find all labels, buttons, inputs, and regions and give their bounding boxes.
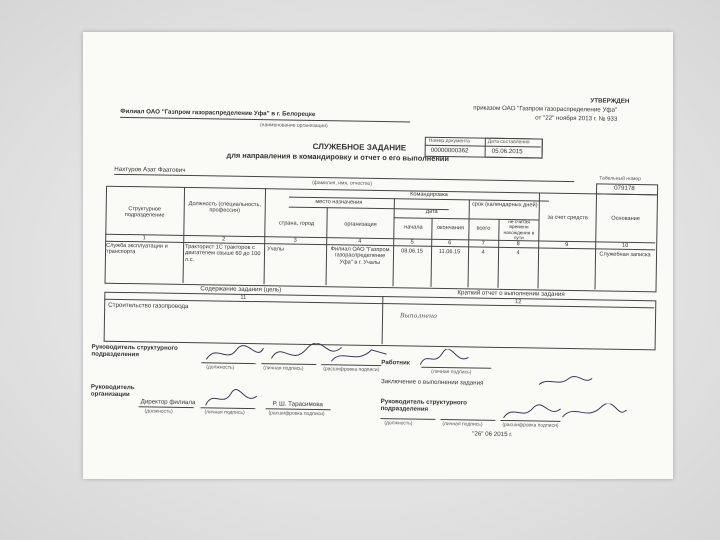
cap-sign-worker: (личная подпись)	[431, 368, 472, 376]
report-col-num: 12	[515, 299, 522, 306]
document-body	[83, 32, 673, 479]
handwritten-signature-head-unit	[201, 341, 391, 368]
cap-name-3: (расшифровка подписи)	[502, 421, 559, 429]
report-label: Краткий отчет о выполнении задания	[457, 289, 565, 298]
row-dept: Служба эксплуатации и транспорта	[105, 242, 168, 256]
cap-name-2: (расшифровка подписи)	[268, 410, 325, 418]
col-num-3: 3	[293, 237, 297, 244]
row-excl: 4	[516, 250, 520, 257]
tabnum-label: Табельный номер	[599, 175, 641, 183]
header-place: место назначения	[315, 199, 363, 206]
task-text: Строительство газопровода	[108, 301, 189, 311]
document-subtitle: для направления в командировку и отчет о его выполнении	[226, 150, 449, 164]
organization-name: Филиал ОАО "Газпром газораспределение Уфа" в г. Белорецке	[120, 107, 316, 118]
col-num-7: 7	[481, 240, 485, 247]
worker-label: Работник	[381, 359, 410, 367]
col-num-5: 5	[410, 239, 414, 246]
head-org-label: Руководитель организации	[90, 383, 135, 399]
document-title: СЛУЖЕБНОЕ ЗАДАНИЕ	[312, 141, 407, 153]
head-unit2-label: Руководитель структурного подразделения	[380, 398, 468, 413]
cap-sign-2: (личная подпись)	[204, 409, 245, 416]
row-start: 08.06.15	[401, 248, 424, 255]
employee-caption: (фамилия, имя, отчество)	[312, 179, 373, 187]
doc-number-value: 00000000362	[430, 146, 469, 155]
handwritten-signature-director	[201, 387, 261, 410]
doc-date-header: Дата составления	[487, 138, 530, 146]
header-term: срок (календарных дней)	[472, 201, 538, 209]
header-end: окончания	[436, 224, 465, 232]
handwritten-signature-head-unit2	[500, 402, 630, 424]
header-dept: Структурное подразделение	[124, 206, 165, 220]
task-col-num: 11	[240, 294, 247, 301]
header-dates: дата	[425, 208, 438, 215]
doc-date-value: 05.06.2015	[491, 147, 523, 156]
doc-number-header: Номер документа	[428, 137, 471, 145]
row-position: Тракторист 1С тракторов с двигателем свыше 60 до 100 л.с.	[184, 243, 261, 263]
header-funding: за счет средств	[547, 214, 588, 222]
row-total: 4	[481, 249, 485, 256]
approval-title: УТВЕРЖДЕН	[590, 97, 630, 105]
cap-position-2: (должность)	[144, 408, 173, 415]
col-num-9: 9	[565, 241, 569, 248]
signature-date: "26" 06 2015 г.	[472, 430, 513, 439]
handwritten-signature-conclusion	[536, 372, 596, 389]
row-organization: Филиал ОАО "Газпром газораспределение Уфа" в г. Учалы	[330, 246, 390, 266]
header-organization: организация	[344, 221, 377, 228]
col-num-2: 2	[222, 236, 226, 243]
row-purpose: Служебная записка	[599, 251, 651, 259]
header-start: начала	[404, 224, 423, 231]
conclusion-label: Заключение о выполнении задания	[380, 378, 484, 387]
col-num-10: 10	[622, 242, 629, 249]
header-excl: не считая времени нахождения в пути	[503, 220, 535, 242]
report-text: Выполнено	[399, 312, 437, 320]
employee-name: Нахтуров Азат Фаатович	[114, 165, 186, 174]
director-label: Директор филиала	[140, 398, 196, 407]
col-num-1: 1	[142, 235, 146, 242]
col-num-8: 8	[516, 241, 520, 248]
row-place: Учалы	[267, 246, 285, 253]
director-name: Р. Ш. Тарасимова	[272, 400, 323, 409]
header-country: страна, город	[278, 220, 315, 227]
head-unit-label: Руководитель структурного подразделения	[91, 343, 178, 359]
cap-sign-3: (личная подпись)	[442, 421, 483, 428]
cap-position-1: (должность)	[206, 364, 235, 371]
cap-name-1: (расшифровка подписи)	[323, 366, 380, 374]
header-purpose: Основание	[611, 215, 640, 223]
approval-line-2: от "22" ноября 2013 г. № 933	[535, 114, 618, 123]
header-komandirovka: Командировка	[410, 191, 448, 199]
cap-sign-1: (личная подпись)	[263, 365, 304, 372]
scanned-document	[83, 32, 673, 479]
approval-line-1: приказом ОАО "Газпром газораспределение Уфа"	[473, 104, 618, 114]
org-caption: (наименование организации)	[259, 122, 328, 130]
row-end: 11.06.15	[438, 248, 461, 256]
handwritten-signature-worker	[416, 349, 476, 370]
task-label: Содержание задания (цель)	[200, 285, 282, 294]
col-num-6: 6	[448, 240, 452, 247]
col-num-4: 4	[358, 238, 362, 245]
header-total: всего	[476, 225, 491, 232]
header-position: Должность (специальность, профессия)	[188, 201, 261, 215]
tabnum-value: 079178	[614, 184, 635, 193]
cap-position-3: (должность)	[384, 420, 413, 427]
